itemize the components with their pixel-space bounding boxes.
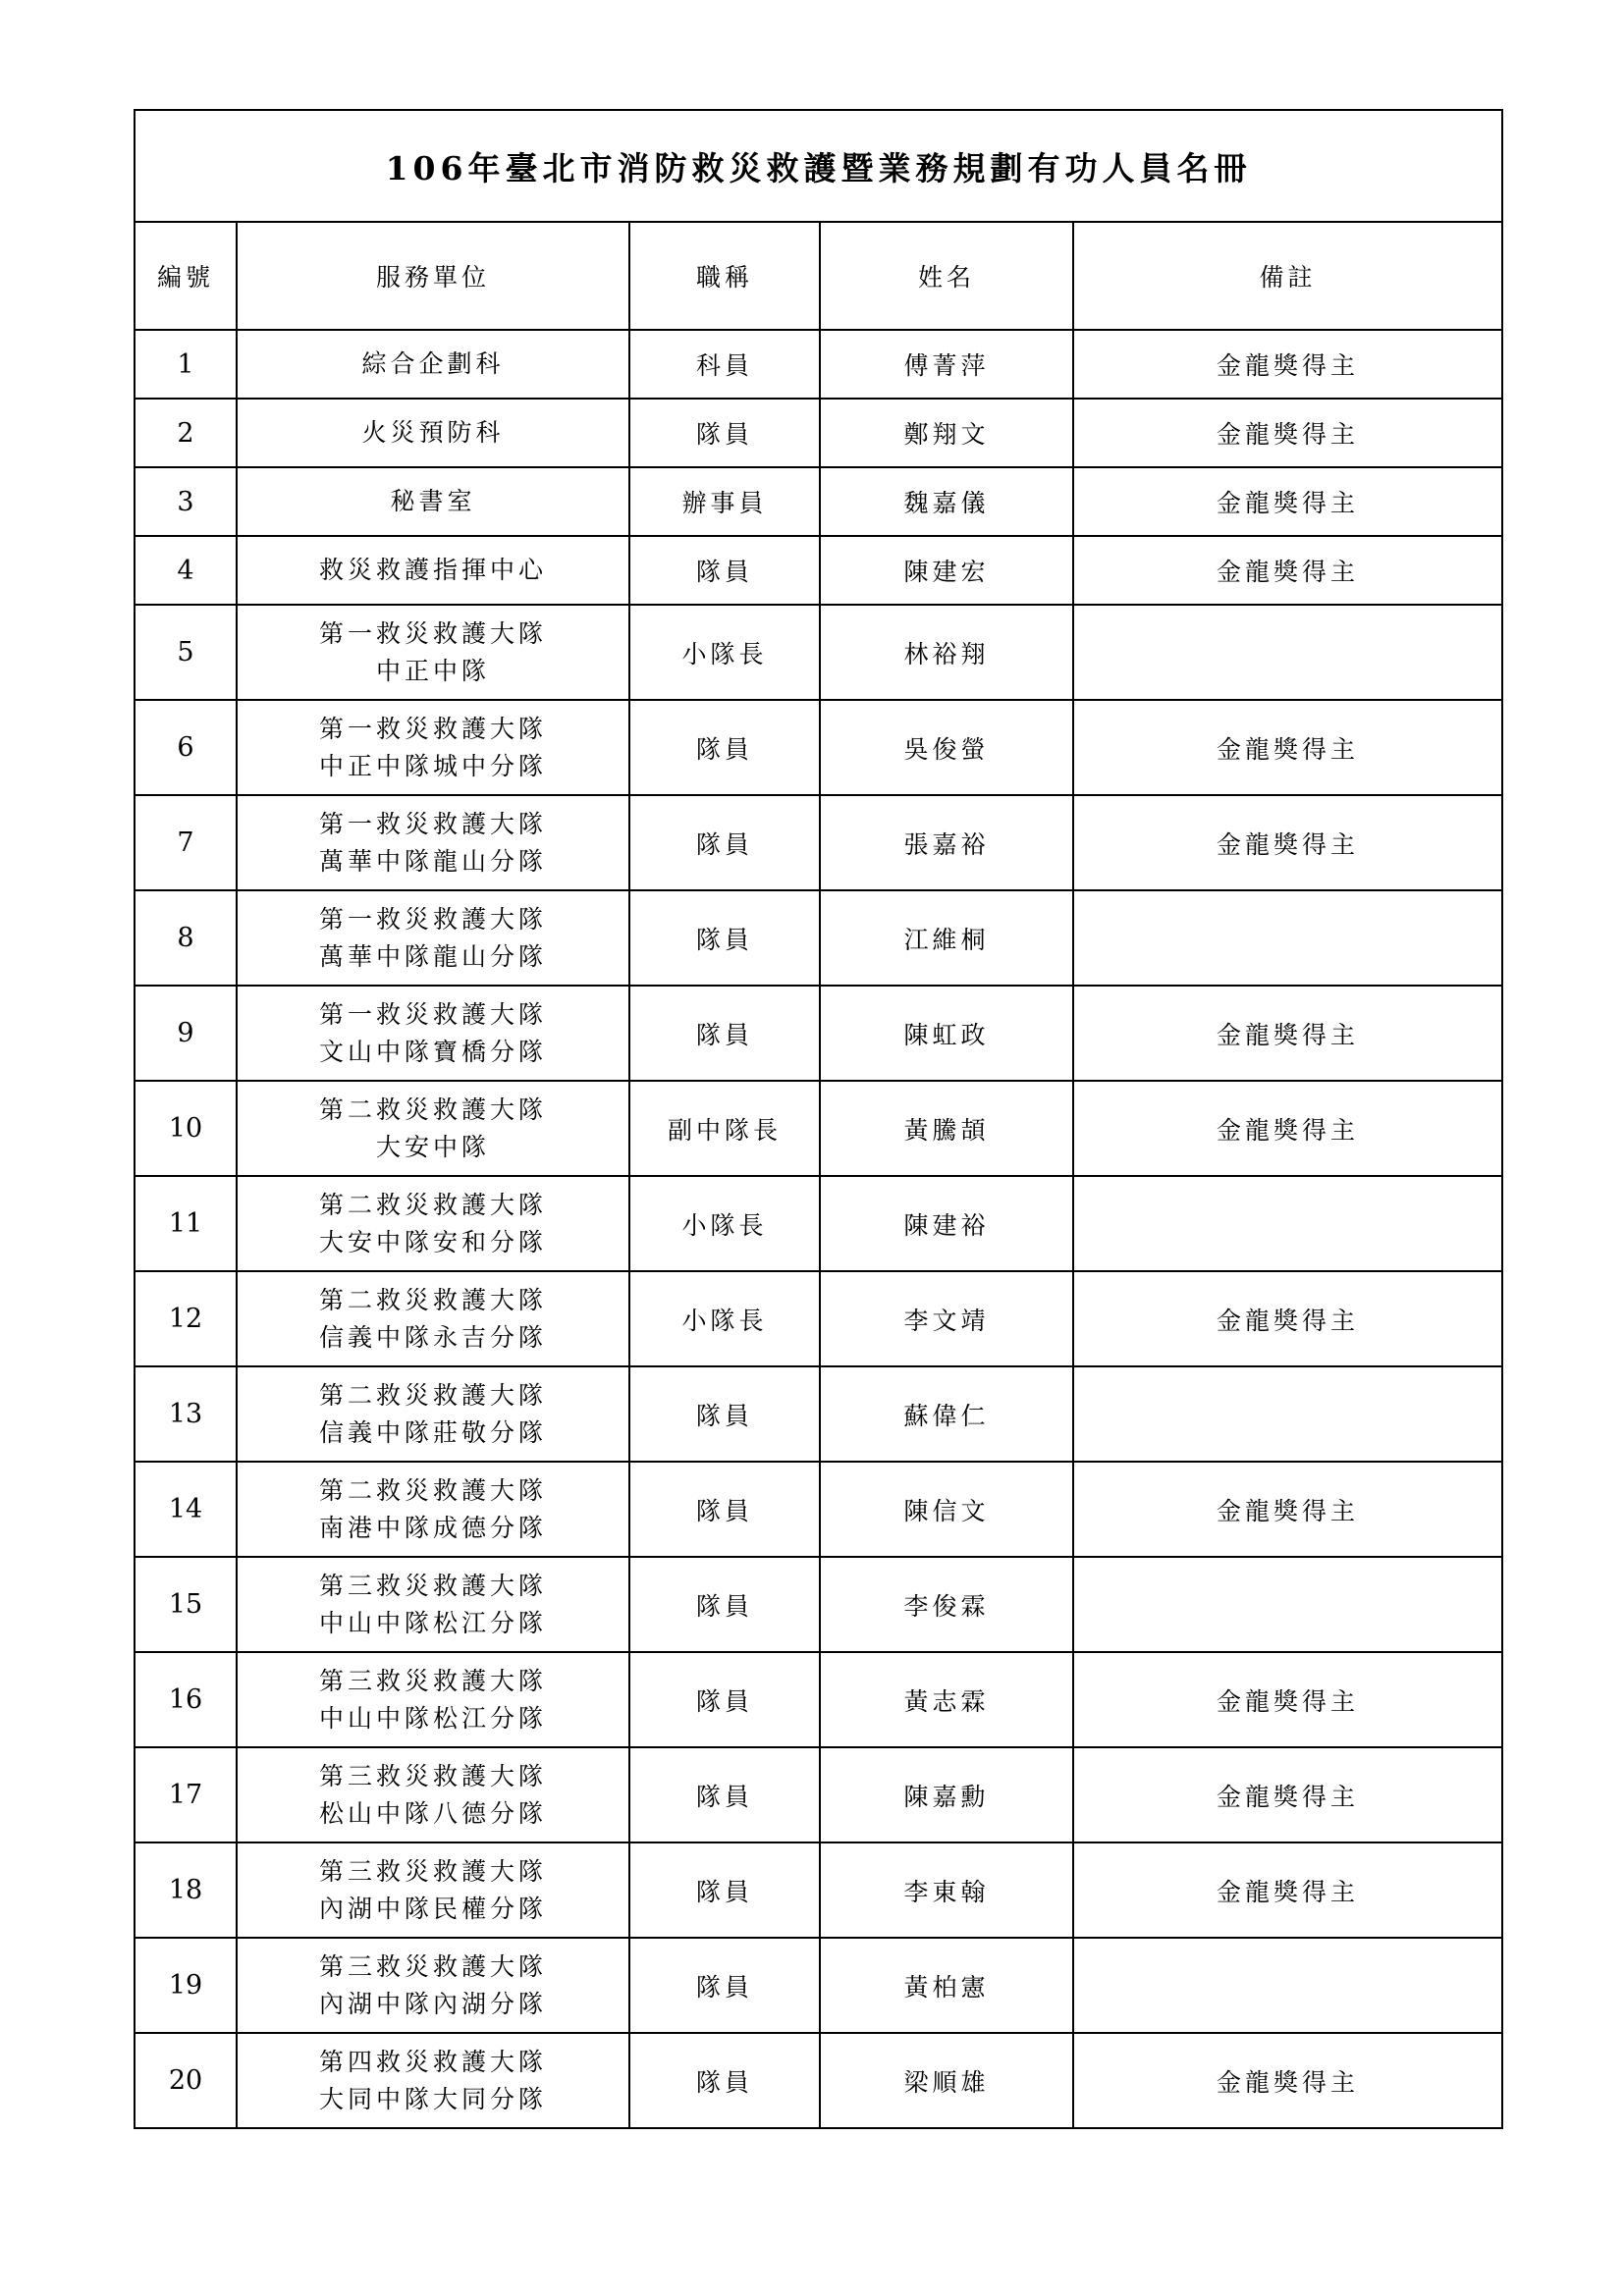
person-name: 陳虹政 — [820, 986, 1073, 1081]
service-unit-line: 文山中隊寶橋分隊 — [318, 1037, 547, 1066]
column-header-unit: 服務單位 — [237, 222, 629, 330]
row-number: 17 — [135, 1747, 237, 1842]
service-unit — [237, 1462, 629, 1557]
title-row — [135, 110, 1502, 222]
job-title: 隊員 — [629, 986, 820, 1081]
service-unit-line: 萬華中隊龍山分隊 — [318, 846, 547, 876]
person-name: 黃騰頡 — [820, 1081, 1073, 1176]
service-unit-line: 大安中隊 — [375, 1132, 490, 1161]
row-number: 3 — [135, 467, 237, 536]
job-title: 隊員 — [629, 1366, 820, 1462]
service-unit — [237, 1747, 629, 1842]
remark: 金龍獎得主 — [1073, 1652, 1502, 1747]
row-number: 7 — [135, 795, 237, 890]
person-name: 張嘉裕 — [820, 795, 1073, 890]
service-unit-line: 第一救災救護大隊 — [318, 904, 547, 934]
service-unit-line: 第一救災救護大隊 — [318, 618, 547, 648]
service-unit-line: 第二救災救護大隊 — [318, 1285, 547, 1314]
service-unit-line: 大同中隊大同分隊 — [318, 2084, 547, 2113]
service-unit-line: 第一救災救護大隊 — [318, 809, 547, 838]
job-title: 隊員 — [629, 1652, 820, 1747]
person-name: 陳建宏 — [820, 536, 1073, 605]
person-name: 江維桐 — [820, 890, 1073, 986]
job-title: 辦事員 — [629, 467, 820, 536]
service-unit-line: 第二救災救護大隊 — [318, 1095, 547, 1124]
table-row — [135, 1081, 1502, 1176]
service-unit-line: 中正中隊 — [375, 656, 490, 685]
service-unit-line: 第三救災救護大隊 — [318, 1571, 547, 1600]
remark: 金龍獎得主 — [1073, 1271, 1502, 1366]
service-unit-line: 大安中隊安和分隊 — [318, 1227, 547, 1256]
service-unit-line: 松山中隊八德分隊 — [318, 1798, 547, 1828]
table-row — [135, 467, 1502, 536]
row-number: 19 — [135, 1938, 237, 2033]
service-unit-line: 第三救災救護大隊 — [318, 1856, 547, 1886]
service-unit-line: 綜合企劃科 — [361, 349, 505, 378]
person-name: 傅菁萍 — [820, 330, 1073, 399]
table-row — [135, 1462, 1502, 1557]
row-number: 10 — [135, 1081, 237, 1176]
person-name: 鄭翔文 — [820, 399, 1073, 467]
table-row — [135, 1652, 1502, 1747]
job-title: 隊員 — [629, 1747, 820, 1842]
service-unit-line: 內湖中隊民權分隊 — [318, 1894, 547, 1923]
row-number: 20 — [135, 2033, 237, 2128]
service-unit — [237, 399, 629, 467]
table-row — [135, 1842, 1502, 1938]
job-title: 隊員 — [629, 1842, 820, 1938]
service-unit-line: 第二救災救護大隊 — [318, 1190, 547, 1219]
remark: 金龍獎得主 — [1073, 467, 1502, 536]
service-unit — [237, 1842, 629, 1938]
remark — [1073, 605, 1502, 700]
person-name: 蘇偉仁 — [820, 1366, 1073, 1462]
remark — [1073, 1366, 1502, 1462]
service-unit-line: 第二救災救護大隊 — [318, 1475, 547, 1505]
job-title: 隊員 — [629, 1462, 820, 1557]
table-row — [135, 795, 1502, 890]
remark: 金龍獎得主 — [1073, 1462, 1502, 1557]
table-row — [135, 330, 1502, 399]
row-number: 16 — [135, 1652, 237, 1747]
remark: 金龍獎得主 — [1073, 536, 1502, 605]
service-unit-line: 救災救護指揮中心 — [318, 556, 547, 584]
service-unit-line: 第三救災救護大隊 — [318, 1666, 547, 1695]
person-name: 林裕翔 — [820, 605, 1073, 700]
remark: 金龍獎得主 — [1073, 330, 1502, 399]
service-unit — [237, 1557, 629, 1652]
row-number: 11 — [135, 1176, 237, 1271]
remark — [1073, 1557, 1502, 1652]
service-unit-line: 火災預防科 — [361, 418, 505, 447]
service-unit — [237, 605, 629, 700]
header-row — [135, 222, 1502, 330]
table-row — [135, 890, 1502, 986]
service-unit-line: 內湖中隊內湖分隊 — [318, 1989, 547, 2018]
service-unit — [237, 1938, 629, 2033]
row-number: 12 — [135, 1271, 237, 1366]
job-title: 隊員 — [629, 795, 820, 890]
service-unit — [237, 890, 629, 986]
person-name: 陳建裕 — [820, 1176, 1073, 1271]
remark — [1073, 1938, 1502, 2033]
service-unit — [237, 536, 629, 605]
person-name: 陳信文 — [820, 1462, 1073, 1557]
service-unit-line: 南港中隊成德分隊 — [318, 1513, 547, 1542]
column-header-title: 職稱 — [629, 222, 820, 330]
person-name: 黃志霖 — [820, 1652, 1073, 1747]
job-title: 小隊長 — [629, 605, 820, 700]
person-name: 吳俊螢 — [820, 700, 1073, 795]
person-name: 黃柏憲 — [820, 1938, 1073, 2033]
service-unit — [237, 700, 629, 795]
table-row — [135, 2033, 1502, 2128]
row-number: 4 — [135, 536, 237, 605]
service-unit — [237, 1176, 629, 1271]
service-unit-line: 秘書室 — [390, 487, 476, 515]
person-name: 李文靖 — [820, 1271, 1073, 1366]
service-unit-line: 中山中隊松江分隊 — [318, 1608, 547, 1637]
remark — [1073, 890, 1502, 986]
table-row — [135, 1271, 1502, 1366]
person-name: 魏嘉儀 — [820, 467, 1073, 536]
job-title: 隊員 — [629, 2033, 820, 2128]
service-unit — [237, 330, 629, 399]
row-number: 2 — [135, 399, 237, 467]
column-header-name: 姓名 — [820, 222, 1073, 330]
table-row — [135, 1176, 1502, 1271]
job-title: 小隊長 — [629, 1271, 820, 1366]
job-title: 小隊長 — [629, 1176, 820, 1271]
service-unit — [237, 1652, 629, 1747]
person-name: 陳嘉勳 — [820, 1747, 1073, 1842]
service-unit — [237, 1271, 629, 1366]
service-unit — [237, 467, 629, 536]
table-row — [135, 986, 1502, 1081]
remark: 金龍獎得主 — [1073, 795, 1502, 890]
service-unit-line: 信義中隊莊敬分隊 — [318, 1417, 547, 1447]
remark — [1073, 1176, 1502, 1271]
roster-table — [134, 109, 1503, 2129]
row-number: 5 — [135, 605, 237, 700]
remark: 金龍獎得主 — [1073, 399, 1502, 467]
job-title: 副中隊長 — [629, 1081, 820, 1176]
service-unit — [237, 795, 629, 890]
service-unit — [237, 986, 629, 1081]
remark: 金龍獎得主 — [1073, 700, 1502, 795]
column-header-note: 備註 — [1073, 222, 1502, 330]
service-unit-line: 信義中隊永吉分隊 — [318, 1322, 547, 1352]
service-unit-line: 第三救災救護大隊 — [318, 1951, 547, 1981]
row-number: 8 — [135, 890, 237, 986]
remark: 金龍獎得主 — [1073, 2033, 1502, 2128]
remark: 金龍獎得主 — [1073, 1842, 1502, 1938]
person-name: 梁順雄 — [820, 2033, 1073, 2128]
table-row — [135, 536, 1502, 605]
row-number: 14 — [135, 1462, 237, 1557]
row-number: 15 — [135, 1557, 237, 1652]
row-number: 1 — [135, 330, 237, 399]
job-title: 隊員 — [629, 536, 820, 605]
service-unit-line: 中正中隊城中分隊 — [318, 751, 547, 780]
table-row — [135, 605, 1502, 700]
job-title: 隊員 — [629, 1938, 820, 2033]
service-unit-line: 第三救災救護大隊 — [318, 1761, 547, 1790]
service-unit-line: 第四救災救護大隊 — [318, 2047, 547, 2076]
job-title: 隊員 — [629, 1557, 820, 1652]
job-title: 科員 — [629, 330, 820, 399]
table-row — [135, 399, 1502, 467]
remark: 金龍獎得主 — [1073, 1747, 1502, 1842]
table-row — [135, 1557, 1502, 1652]
row-number: 6 — [135, 700, 237, 795]
column-header-number: 編號 — [135, 222, 237, 330]
service-unit — [237, 2033, 629, 2128]
job-title: 隊員 — [629, 890, 820, 986]
job-title: 隊員 — [629, 399, 820, 467]
table-row — [135, 1938, 1502, 2033]
row-number: 13 — [135, 1366, 237, 1462]
table-row — [135, 700, 1502, 795]
remark: 金龍獎得主 — [1073, 986, 1502, 1081]
table-row — [135, 1366, 1502, 1462]
service-unit-line: 第一救災救護大隊 — [318, 999, 547, 1029]
remark: 金龍獎得主 — [1073, 1081, 1502, 1176]
row-number: 9 — [135, 986, 237, 1081]
service-unit — [237, 1081, 629, 1176]
table-row — [135, 1747, 1502, 1842]
service-unit-line: 第一救災救護大隊 — [318, 714, 547, 743]
row-number: 18 — [135, 1842, 237, 1938]
roster-body — [135, 110, 1502, 2128]
service-unit-line: 第二救災救護大隊 — [318, 1380, 547, 1410]
job-title: 隊員 — [629, 700, 820, 795]
document-title: 106年臺北市消防救災救護暨業務規劃有功人員名冊 — [135, 110, 1502, 222]
service-unit-line: 萬華中隊龍山分隊 — [318, 941, 547, 971]
service-unit — [237, 1366, 629, 1462]
person-name: 李俊霖 — [820, 1557, 1073, 1652]
service-unit-line: 中山中隊松江分隊 — [318, 1703, 547, 1733]
person-name: 李東翰 — [820, 1842, 1073, 1938]
